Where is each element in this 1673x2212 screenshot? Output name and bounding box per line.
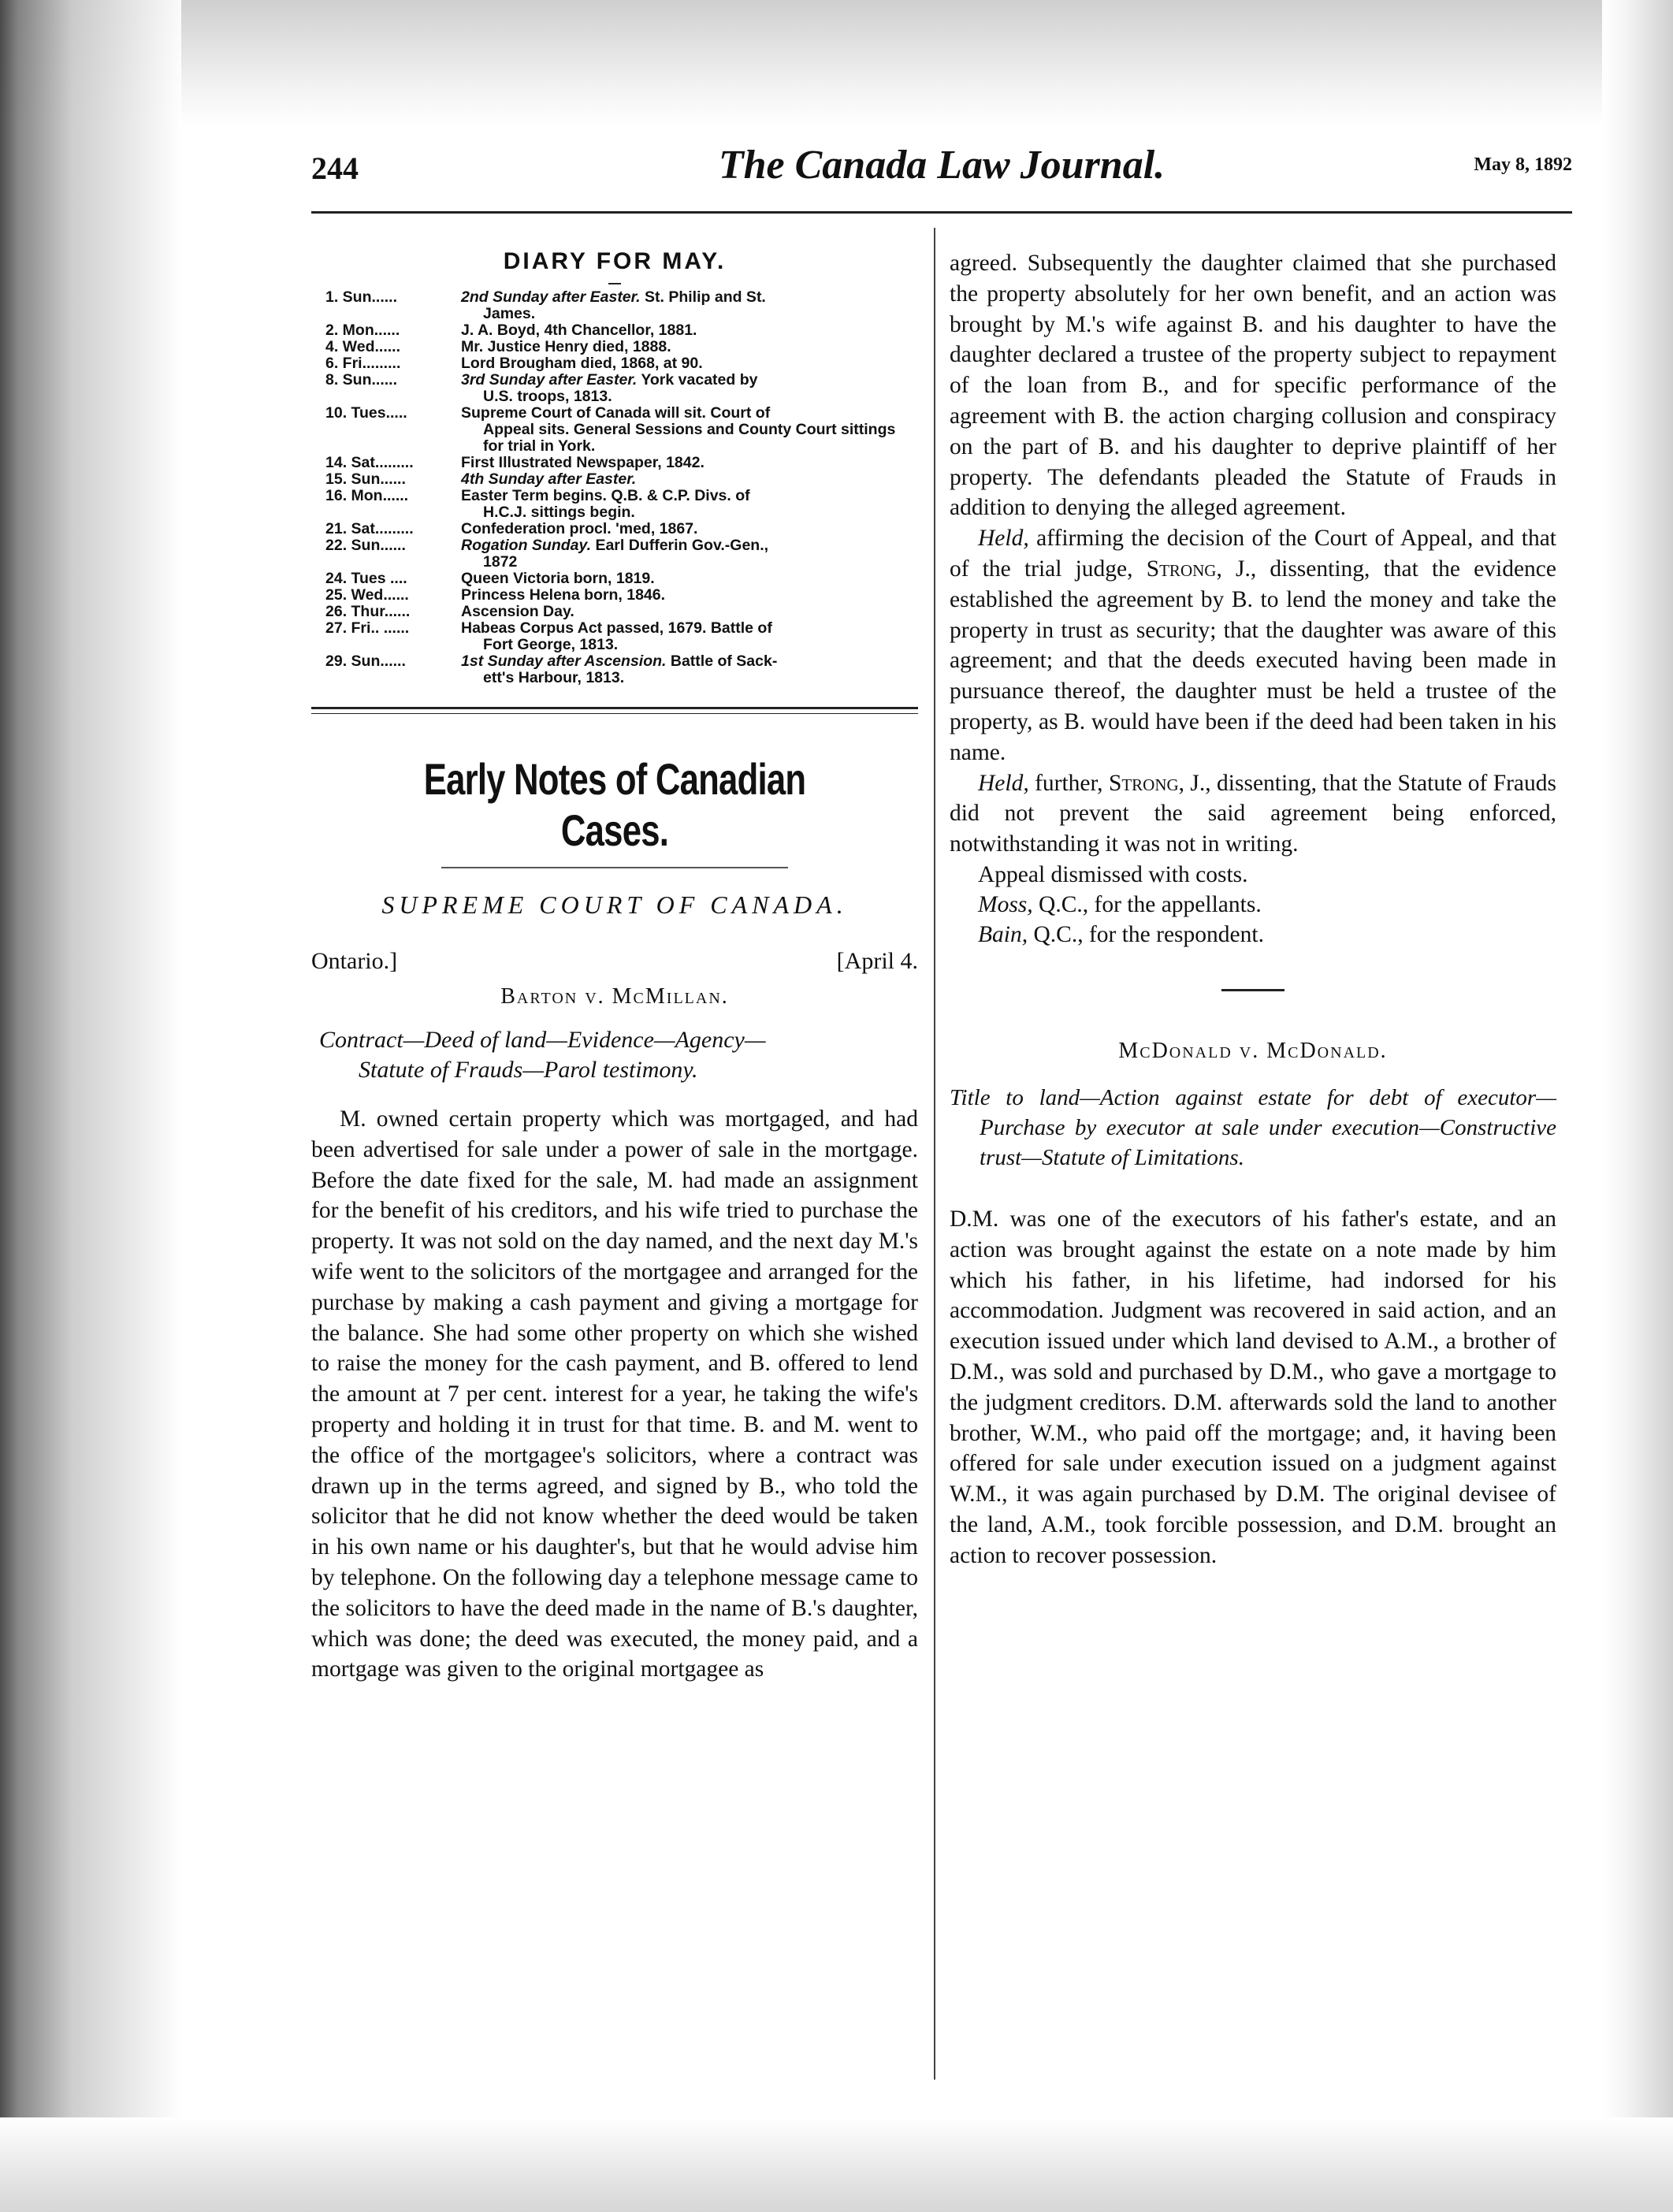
- holding-text: dissenting, that the evidence established the agreement by B. to lend the money and take the property in trust as security; that the daughter was aware of this agreement; and that the deeds executed having been made in pursuance thereof, the daughter must be held a trustee of the property, as B. would have been if the deed had been taken in his name.: [950, 556, 1556, 765]
- diary-entry-date: 26. Thur......: [325, 603, 411, 620]
- diary-entry-text: [461, 587, 918, 604]
- diary-entry-text: [461, 339, 918, 355]
- diary-entry: [311, 620, 918, 653]
- diary-entry-date: 29. Sun......: [325, 652, 406, 670]
- diary-entry-continuation: 1872: [483, 553, 518, 571]
- diary-entry-date: 21. Sat.........: [325, 520, 414, 537]
- case-facts: [311, 1104, 918, 1685]
- diary-entry-event: Lord Brougham died, 1868, at 90.: [461, 355, 703, 372]
- diary-list: [311, 289, 918, 686]
- diary-entry-continuation: U.S. troops, 1813.: [483, 388, 612, 405]
- facts-paragraph: D.M. was one of the executors of his father's estate, and an action was brought against the estate on a note made by him which his father, in his lifetime, had indorsed for his accommodation. Judgment was recovered in said action, and an execution issued under which land devised to A.M., a brother of D.M., was sold and purchased by D.M., who gave a mortgage to the judgment creditors. D.M. afterwards sold the land to another brother, W.M., who paid off the mortgage; and, it having been offered for sale under execution issued on a judgment against W.M., it was again purchased by D.M. The original devisee of the land, A.M., took forcible possession, and D.M. brought an action to recover possession.: [950, 1206, 1556, 1568]
- diary-end-rule: [311, 707, 918, 714]
- diary-entry-text: [461, 488, 918, 521]
- held-label: Held,: [978, 770, 1029, 796]
- diary-entry-continuation: Fort George, 1813.: [483, 636, 619, 653]
- diary-entry-date: 14. Sat.........: [325, 454, 414, 471]
- diary-entry-text: [461, 471, 918, 488]
- header-rule: [311, 211, 1572, 214]
- diary-entry-date: 15. Sun......: [325, 470, 406, 488]
- diary-entry-date: 25. Wed......: [325, 586, 409, 604]
- counsel-role: Q.C., for the respondent.: [1028, 921, 1264, 947]
- diary-entry: [311, 488, 918, 521]
- counsel-name: Bain,: [978, 921, 1028, 947]
- case-jurisdiction-line: [311, 948, 918, 975]
- case-facts-continued: [950, 248, 1556, 860]
- column-divider: [934, 228, 935, 2080]
- diary-entry-text: [461, 653, 918, 686]
- judge-name: Strong, J.,: [1146, 556, 1257, 582]
- diary-entry-event: Supreme Court of Canada will sit. Court of: [461, 404, 771, 422]
- diary-entry: [311, 587, 918, 604]
- diary-entry-event: Princess Helena born, 1846.: [461, 586, 666, 604]
- diary-entry-event: St. Philip and St.: [640, 288, 766, 306]
- diary-entry: [311, 604, 918, 620]
- holding-text: dissenting, that the Statute of Frauds did not prevent the said agreement being enforced, notwithstanding it was not in writing.: [950, 770, 1557, 857]
- diary-entry-italic: 3rd Sunday after Easter.: [461, 371, 638, 388]
- diary-entry-event: Mr. Justice Henry died, 1888.: [461, 338, 671, 355]
- diary-entry: [311, 289, 918, 322]
- diary-entry: [311, 339, 918, 355]
- diary-entry-continuation: Appeal sits. General Sessions and County Court sittings for trial in York.: [483, 421, 896, 455]
- diary-entry-date: 16. Mon......: [325, 487, 409, 504]
- diary-entry: [311, 405, 918, 455]
- diary-entry-italic: 2nd Sunday after Easter.: [461, 288, 641, 306]
- holding-text: affirming the decision of the Court of Appeal, and that of the trial judge,: [950, 526, 1556, 582]
- scan-edge-right: [1602, 0, 1673, 2212]
- counsel-line: [950, 920, 1556, 950]
- diary-entry-text: [461, 455, 918, 471]
- diary-entry-date: 8. Sun......: [325, 371, 398, 388]
- scan-edge-left: [0, 0, 181, 2212]
- case-facts: [950, 1204, 1556, 1571]
- diary-entry-date: 22. Sun......: [325, 537, 406, 554]
- diary-entry-continuation: H.C.J. sittings begin.: [483, 504, 635, 521]
- section-title: Early Notes of Canadian Cases.: [423, 754, 806, 855]
- holding-paragraph: [950, 523, 1556, 768]
- diary-entry-italic: 1st Sunday after Ascension.: [461, 652, 667, 670]
- case-date: [April 4.: [836, 948, 918, 974]
- diary-entry-event: First Illustrated Newspaper, 1842.: [461, 454, 705, 471]
- court-title: SUPREME COURT OF CANADA.: [381, 890, 848, 919]
- page-header: [311, 142, 1572, 205]
- diary-entry: [311, 521, 918, 537]
- case-headnote: [311, 1025, 918, 1085]
- left-column: [311, 228, 918, 1685]
- diary-entry: [311, 471, 918, 488]
- diary-entry-text: [461, 620, 918, 653]
- diary-entry-text: [461, 405, 918, 455]
- diary-entry-event: Battle of Sack-: [666, 652, 778, 670]
- diary-entry-date: 6. Fri.........: [325, 355, 401, 372]
- diary-entry-date: 27. Fri.. ......: [325, 619, 410, 637]
- diary-entry-text: [461, 372, 918, 405]
- diary-entry-date: 10. Tues.....: [325, 404, 407, 422]
- scan-edge-top: [0, 0, 1673, 126]
- scan-edge-bottom: [0, 2117, 1673, 2212]
- diary-entry-date: 1. Sun......: [325, 288, 398, 306]
- section-rule: [441, 867, 788, 868]
- diary-entry-text: [461, 571, 918, 587]
- diary-entry: [311, 355, 918, 372]
- diary-entry-event: Ascension Day.: [461, 603, 574, 620]
- diary-entry-event: Confederation procl. 'med, 1867.: [461, 520, 698, 537]
- diary-entry-date: 2. Mon......: [325, 322, 400, 339]
- diary-entry-text: [461, 355, 918, 372]
- diary-entry-text: [461, 289, 918, 322]
- right-column: [950, 228, 1556, 1571]
- diary-entry: [311, 322, 918, 339]
- diary-title: DIARY FOR MAY.: [503, 248, 727, 274]
- diary-entry: [311, 653, 918, 686]
- diary-entry-event: Queen Victoria born, 1819.: [461, 570, 655, 587]
- case-name: Barton v. McMillan.: [500, 984, 729, 1009]
- diary-entry-event: Habeas Corpus Act passed, 1679. Battle of: [461, 619, 772, 637]
- case-province: Ontario.]: [311, 948, 398, 974]
- headnote-line: Contract—Deed of land—Evidence—Agency—: [319, 1027, 766, 1053]
- case-name: McDonald v. McDonald.: [1118, 1038, 1388, 1063]
- case-separator: [1221, 989, 1284, 991]
- issue-date: May 8, 1892: [1474, 154, 1572, 175]
- diary-entry-date: 4. Wed......: [325, 338, 400, 355]
- diary-dash: [608, 283, 621, 284]
- journal-page: [311, 142, 1572, 2103]
- headnote-line: Statute of Frauds—Parol testimony.: [359, 1057, 698, 1083]
- holding-paragraph: [950, 768, 1556, 860]
- counsel-role: Q.C., for the appellants.: [1032, 891, 1262, 917]
- case-headnote: Title to land—Action against estate for debt of executor—Purchase by executor at sale under execution—Constructive trust—Statute of Limitations.: [950, 1084, 1556, 1170]
- diary-entry-text: [461, 521, 918, 537]
- page-number: 244: [311, 151, 359, 186]
- diary-entry-text: [461, 537, 918, 571]
- judge-name: Strong, J.,: [1108, 770, 1211, 796]
- diary-entry-text: [461, 322, 918, 339]
- diary-entry-event: J. A. Boyd, 4th Chancellor, 1881.: [461, 322, 697, 339]
- diary-entry: [311, 455, 918, 471]
- diary-entry-event: York vacated by: [637, 371, 758, 388]
- diary-entry-italic: Rogation Sunday.: [461, 537, 592, 554]
- counsel-name: Moss,: [978, 891, 1033, 917]
- journal-title: The Canada Law Journal.: [718, 143, 1166, 188]
- diary-entry-text: [461, 604, 918, 620]
- disposition: Appeal dismissed with costs.: [978, 861, 1248, 887]
- facts-paragraph: M. owned certain property which was mortgaged, and had been advertised for sale under a power of sale in the mortgage. Before the date fixed for the sale, M. had made an assignment for the benefit of his creditors, and his wife tried to purchase the property. It was not sold on the day named, and the next day M.'s wife went to the solicitors of the mortgagee and arranged for the purchase by making a cash payment and giving a mortgage for the balance. She had some other property on which she wished to raise the money for the cash payment, and B. offered to lend the amount at 7 per cent. interest for a year, he taking the wife's property and holding it in trust for that time. B. and M. went to the office of the mortgagee's solicitors, where a contract was drawn up in the terms agreed, and signed by B., who told the solicitor that he did not know whether the deed would be taken in his own name or his daughter's, but that he would advise him by telephone. On the following day a telephone message came to the solicitors to have the deed made in the name of B.'s daughter, which was done; the deed was executed, the money paid, and a mortgage was given to the original mortgagee as: [311, 1106, 918, 1682]
- diary-entry-italic: 4th Sunday after Easter.: [461, 470, 637, 488]
- diary-entry-continuation: James.: [483, 305, 536, 322]
- diary-entry: [311, 372, 918, 405]
- case-disposition: [950, 860, 1556, 950]
- two-column-body: [311, 228, 1572, 2103]
- holding-text: further,: [1028, 770, 1109, 796]
- diary-entry-date: 24. Tues ....: [325, 570, 407, 587]
- diary-entry: [311, 571, 918, 587]
- held-label: Held,: [978, 526, 1029, 552]
- diary-entry: [311, 537, 918, 571]
- diary-entry-event: Easter Term begins. Q.B. & C.P. Divs. of: [461, 487, 750, 504]
- counsel-line: [950, 890, 1556, 920]
- facts-paragraph-continued: agreed. Subsequently the daughter claimed that she purchased the property absolutely for her own benefit, and an action was brought by M.'s wife against B. and his daughter to have the daughter declared a trustee of the property subject to repayment of the loan from B., and for specific performance of the agreement with B. the action charging collusion and conspiracy on the part of B. and his daughter to deprive plaintiff of her property. The defendants pleaded the Statute of Frauds in addition to denying the alleged agreement.: [950, 251, 1556, 521]
- diary-entry-continuation: ett's Harbour, 1813.: [483, 669, 625, 686]
- diary-entry-event: Earl Dufferin Gov.-Gen.,: [591, 537, 769, 554]
